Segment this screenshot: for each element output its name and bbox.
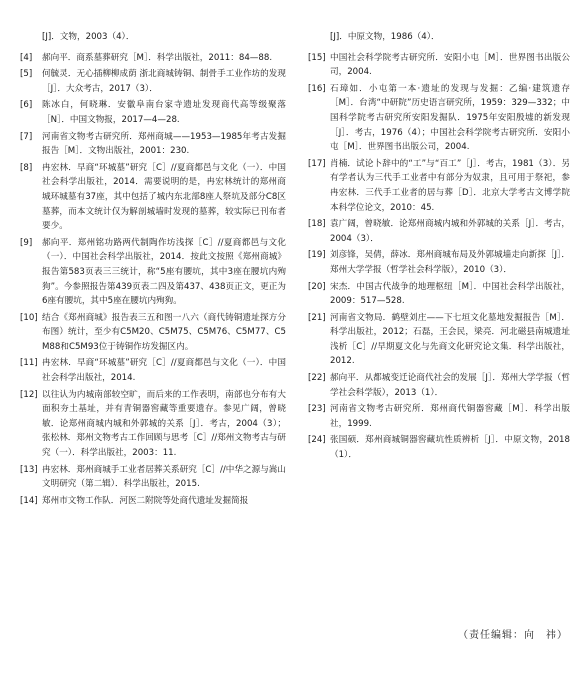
references-right-column [308,30,570,465]
reference-entry [20,494,286,509]
reference-text: 郝向平．郑州铭功路两代制陶作坊浅探［C］//夏商都邑与文化（一）．中国社会科学出版社，2014．按此文按照《郑州商城》报告第583页表三三统计，称“5座有腰坑，其中3座在腰坑内殉狗”。今参照报告第439页表二四及第437、438页正文，更正为6座有腰坑，其中5座在腰坑内殉狗。 [42,237,286,307]
reference-entry [20,388,286,461]
reference-text: 郝向平．商系墓葬研究［M］．科学出版社，2011：84—88. [42,52,273,63]
editor-note: （责任编辑：向 祎） [458,630,568,641]
reference-number: [9] [20,237,33,248]
reference-text: 宋杰．中国古代战争的地理枢纽［M］．中国社会科学出版社，2009：517—528. [330,281,570,307]
reference-text: 河南省文物考古研究所．郑州商城——1953—1985年考古发掘报告［M］．文物出版社，2001：230. [42,131,286,157]
reference-number: [19] [308,250,326,261]
reference-entry [20,356,286,385]
reference-text: 何毓灵．无心插柳柳成荫 浙北商城铸铜、制骨手工业作坊的发现［J］．大众考古，2017（3）． [42,69,286,94]
reference-number: [7] [20,131,33,142]
reference-text: 石璋如．小屯第一本·遗址的发现与发掘：乙编·建筑遗存［M］．台湾“中研院”历史语言研究所，1959：329—332；中国科学院考古研究所安阳发掘队．1975年安阳殷墟的新发现［J］．考古，1976（4）；中国社会科学院考古研究所．安阳小屯［M］．世界图书出版公司，2004. [330,83,570,153]
reference-text: 以往认为内城南部较空旷，而后来的工作表明，南部也分布有大面积夯土基址，并有青铜器窖藏等重要遗存。参见广阔，曾晓敏．论郑州商城内城和外郭城的关系［J］．考古，2004（3）；张松林．郑州文物考古工作回顾与思考［C］//郑州文物考古与研究（一）．科学出版社，2003：11. [42,389,286,459]
reference-number: [17] [308,158,326,169]
reference-number: [4] [20,52,33,63]
references-left-column [20,30,286,510]
reference-entry [308,402,570,431]
reference-number: [23] [308,404,326,415]
reference-entry [20,161,286,234]
reference-number: [20] [308,281,326,292]
reference-number: [22] [308,373,326,384]
reference-text: 郝向平．从都城变迁论商代社会的发展［J］．郑州大学学报（哲学社会科学版），2013（1）． [330,373,570,398]
reference-entry [308,248,570,277]
reference-number: [11] [20,358,38,369]
reference-text: 冉宏林．早商“环城墓”研究［C］//夏商都邑与文化（一）．中国社会科学出版社，2014. [42,358,286,384]
reference-entry [308,82,570,155]
reference-text: 张国硕．郑州商城铜器窖藏坑性质辨析［J］．中原文物，2018（1）． [330,435,570,461]
reference-number: [24] [308,435,326,446]
reference-entry [20,311,286,355]
reference-number: [5] [20,69,33,80]
reference-text: 结合《郑州商城》报告表三五和图一八六（商代铸铜遗址探方分布图）统计，至少有C5M20、C5M75、C5M76、C5M77、C5M88和C5M93位于铸铜作坊发掘区内。 [42,312,286,352]
reference-entry [20,30,286,45]
reference-text: 冉宏林．郑州商城手工业者居葬关系研究［C］//中华之源与嵩山文明研究（第二辑）．科学出版社，2015. [42,464,286,490]
reference-entry [20,51,286,66]
reference-entry [308,371,570,400]
reference-entry [20,463,286,492]
reference-number: [13] [20,464,38,475]
reference-number: [6] [20,100,33,111]
reference-entry [308,51,570,80]
reference-entry [308,217,570,246]
reference-number: [16] [308,83,326,94]
reference-entry [308,280,570,309]
reference-entry [20,67,286,96]
reference-number: [15] [308,52,326,63]
reference-number: [10] [20,312,38,323]
reference-entry [20,130,286,159]
reference-text: [J]．文物，2003（4）． [42,32,135,42]
reference-number: [14] [20,495,38,506]
reference-number: [21] [308,312,326,323]
reference-text: 袁广阔，曾晓敏．论郑州商城内城和外郭城的关系［J］．考古，2004（3）． [330,219,570,244]
reference-text: 刘彦锋，吴倩，薛冰．郑州商城布局及外郭城墙走向新探［J］．郑州大学学报（哲学社会科学版），2010（3）． [330,250,570,275]
reference-text: 郑州市文物工作队．河医二附院等处商代遗址发掘简报 [42,495,249,506]
reference-entry [20,236,286,309]
reference-number: [12] [20,389,38,400]
reference-text: 中国社会科学院考古研究所．安阳小屯［M］．世界图书出版公司，2004. [330,52,570,78]
reference-text: 河南省文物考古研究所．郑州商代铜器窖藏［M］．科学出版社，1999. [330,404,570,429]
reference-text: 陈冰白，何晓琳．安徽阜南台家寺遗址发现商代高等级聚落［N］．中国文物报，2017—4—28. [42,100,286,125]
reference-text: 肖楠．试论卜辞中的“工”与“百工”［J］．考古，1981（3）．另有学者认为三代手工业者中有部分为奴隶，且可用于祭祀，参冉宏林．三代手工业者的居与葬［D］．北京大学考古文博学院本科学位论文，2010：45. [330,158,570,213]
reference-entry [308,311,570,369]
reference-number: [18] [308,219,326,230]
reference-text: 河南省文物局．鹤壁刘庄——下七垣文化墓地发掘报告［M］．科学出版社，2012；石磊，王会民，梁亮．河北磁县南城遗址浅析［C］//早期夏文化与先商文化研究论文集．科学出版社，2012. [330,312,570,367]
reference-number: [8] [20,162,33,173]
reference-entry [308,157,570,215]
reference-text: [J]．中原文物，1986（4）． [330,32,440,42]
reference-text: 冉宏林．早商“环城墓”研究［C］//夏商都邑与文化（一）．中国社会科学出版社，2014．需要说明的是，冉宏林统计的郑州商城环城墓有37座，其中包括了城内东北部8座人祭坑及部分C8区墓葬，而本文统计仅为解剖城墙时发现的墓葬，较实际已刊布者要少。 [42,162,286,232]
reference-entry [20,98,286,127]
reference-entry [308,433,570,462]
reference-entry [308,30,570,45]
